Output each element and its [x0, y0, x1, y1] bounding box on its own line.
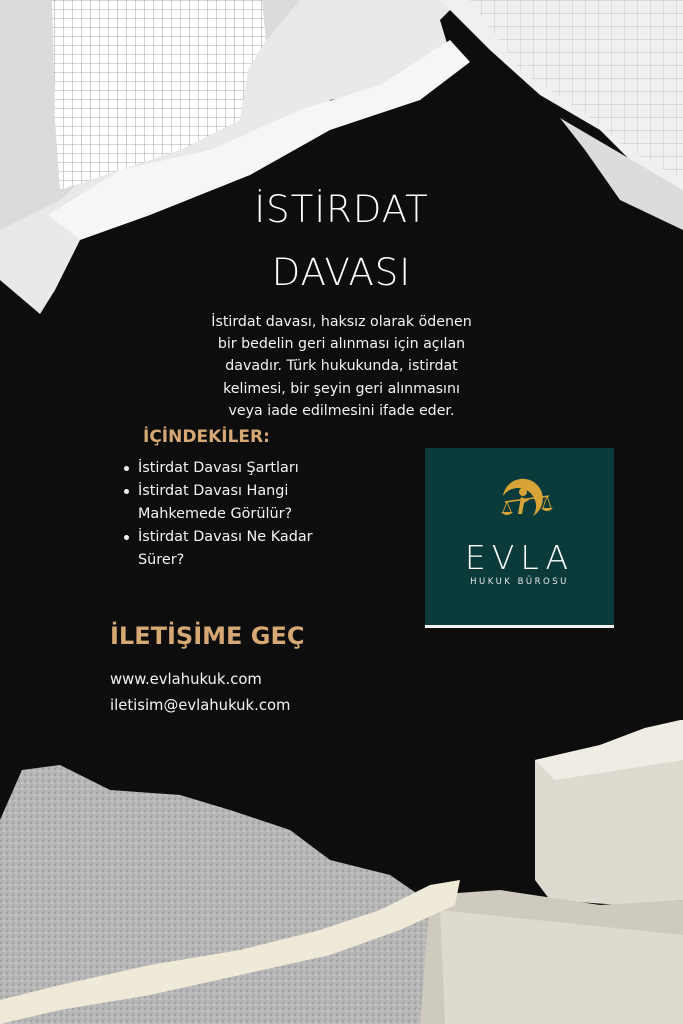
intro-line: İstirdat davası, haksız olarak ödenen	[211, 314, 472, 330]
email-link[interactable]: iletisim@evlahukuk.com	[110, 697, 291, 714]
toc-item-label: İstirdat Davası Hangi	[138, 483, 289, 499]
toc-item-label: Sürer?	[138, 552, 185, 568]
title-line-1: İSTİRDAT	[254, 188, 429, 231]
evla-logo	[425, 448, 614, 628]
toc-item[interactable]	[121, 526, 371, 572]
website-link[interactable]: www.evlahukuk.com	[110, 671, 262, 688]
logo-wordmark: EVLA	[464, 538, 575, 577]
toc-item-label: Mahkemede Görülür?	[138, 506, 293, 522]
intro-line: bir bedelin geri alınması için açılan	[217, 336, 466, 353]
toc-item-label: İstirdat Davası Şartları	[138, 460, 299, 476]
toc-item-label: İstirdat Davası Ne Kadar	[138, 529, 313, 545]
scales-of-justice-icon	[425, 448, 614, 538]
contact-heading: İLETİŞİME GEÇ	[110, 622, 305, 650]
intro-line: kelimesi, bir şeyin geri alınmasını	[223, 380, 460, 397]
logo-subtitle: HUKUK BÜROSU	[470, 577, 569, 587]
toc-item[interactable]	[121, 480, 371, 526]
toc-item[interactable]	[121, 457, 371, 480]
toc-list	[121, 457, 371, 572]
intro-paragraph	[185, 311, 498, 422]
title-line-2: DAVASI	[271, 251, 412, 294]
intro-line: davadır. Türk hukukunda, istirdat	[225, 358, 458, 375]
toc-heading: İÇİNDEKİLER:	[143, 427, 270, 447]
intro-line: veya iade edilmesini ifade eder.	[228, 402, 455, 419]
